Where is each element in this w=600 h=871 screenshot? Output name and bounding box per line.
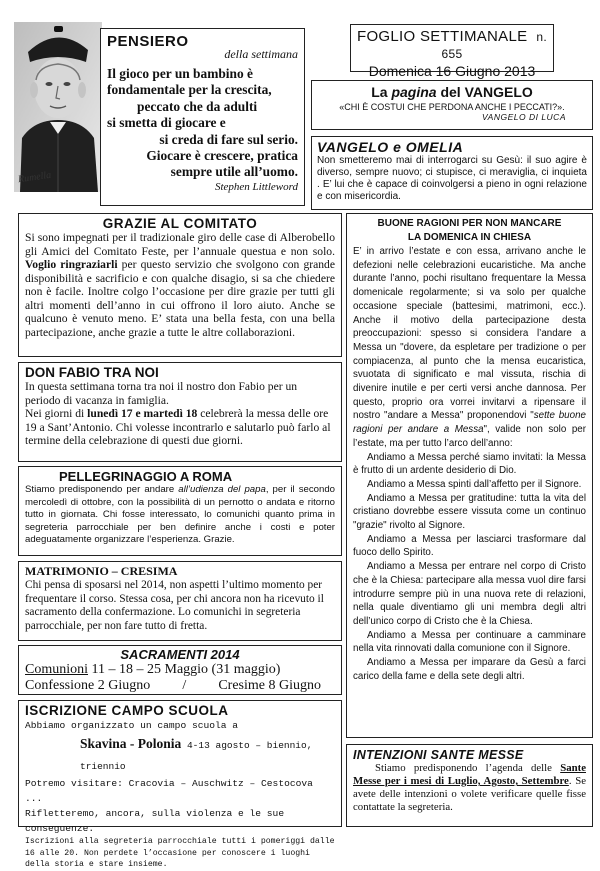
pensiero-line: sempre utile all’uomo. (170, 164, 298, 180)
sacramenti-comunioni (25, 662, 335, 678)
foglio-number: n. 655 (441, 30, 547, 61)
ragioni-reason: Andiamo a Messa per imparare da Gesù a farci carico della fame e della sete degli altri. (353, 657, 586, 682)
vangelo-source: VANGELO DI LUCA (481, 112, 566, 122)
intenzioni-text-underlined: Sante Messe per i mesi di Luglio, Agosto, Settembre (353, 762, 586, 787)
campo-place-name: Skavina - Polonia (80, 736, 182, 751)
ragioni-title-2: LA DOMENICA IN CHIESA (407, 232, 532, 243)
fabio-paragraph-2 (25, 407, 335, 448)
sacramenti-box (18, 645, 342, 695)
pellegrinaggio-text-part: Stiamo predisponendo per andare (25, 484, 179, 495)
intenzioni-text-part: Stiamo predisponendo l’agenda delle (375, 762, 561, 774)
grazie-text-bold: Voglio ringraziarli (25, 258, 118, 271)
foglio-header (350, 24, 554, 79)
confessione-date: Confessione 2 Giugno (25, 677, 151, 693)
ragioni-reason: Andiamo a Messa per entrare nel corpo di Cristo che è la Chiesa: partecipare alla messa vuol dire farsi introdurre sempre più in una nuova rete di relazioni, nella quale diventiamo gli uni membra degli altri dell’unico corpo di Cristo che è la Chiesa. (353, 561, 586, 627)
pensiero-author: Stephen Littleword (214, 180, 298, 193)
campo-place-detail: 4-13 agosto – biennio, triennio (80, 740, 313, 772)
pensiero-line: Giocare è crescere, pratica (146, 148, 298, 164)
grazie-title: GRAZIE AL COMITATO (102, 216, 258, 231)
campo-title: ISCRIZIONE CAMPO SCUOLA (25, 703, 229, 718)
fabio-text-bold: lunedì 17 e martedì 18 (87, 407, 198, 421)
comunioni-label: Comunioni (25, 662, 89, 677)
campo-box (18, 700, 342, 869)
foglio-title: FOGLIO SETTIMANALE (357, 28, 528, 45)
pensiero-box (100, 28, 305, 206)
fabio-title: DON FABIO TRA NOI (25, 365, 159, 380)
grazie-text-part: per questo servizio che svolgono con grande disponibilità e sacrificio e con qualche disagio, si sa che chiedere non è facile. Inoltre colgo l’occasione per dire grazie per tutti gli altri momenti dell’anno in cui offrono il loro aiuto. Anche se qualcuno è venuto meno. E’ stata una bella festa, con una bella partecipazione, anche grazie a tutte le altre collaborazioni. (25, 258, 335, 339)
pensiero-line: si creda di fare sul serio. (159, 131, 298, 147)
ragioni-intro (353, 245, 586, 451)
vangelo-quote: «CHI È COSTUI CHE PERDONA ANCHE I PECCATI?». (339, 102, 565, 112)
pellegrinaggio-text-italic: all’udienza del papa (178, 484, 266, 495)
grazie-text-part: Si sono impegnati per il tradizionale giro delle case di Alberobello gli Amici del Comitato Feste, per l’annuale questua e non solo. (25, 231, 335, 258)
cresime-date: Cresime 8 Giugno (218, 677, 321, 693)
foglio-date: Domenica 16 Giugno 2013 (368, 63, 536, 79)
fabio-text-part: celebrerà la messa delle ore 19 a Sant’Antonio. Chi volesse incontrarlo e salutarlo può farlo al termine della celebrazione di questi due giorni. (25, 407, 331, 448)
pensiero-line: fondamentale per la crescita, (107, 82, 272, 98)
matrimonio-title: MATRIMONIO – CRESIMA (25, 564, 178, 578)
pellegrinaggio-text (25, 484, 335, 547)
comunioni-dates: 11 – 18 – 25 Maggio (31 maggio) (88, 662, 281, 677)
pensiero-line: si smetta di giocare e (107, 115, 226, 131)
pellegrinaggio-title: PELLEGRINAGGIO A ROMA (59, 469, 233, 484)
ragioni-reason: Andiamo a Messa perché siamo invitati: la Messa è frutto di un ardente desiderio di Dio. (353, 451, 586, 477)
vangelo-title-post: del VANGELO (436, 84, 533, 100)
campo-place (25, 734, 335, 776)
omelia-box (311, 136, 593, 210)
vangelo-box (311, 80, 593, 130)
pensiero-title: PENSIERO (107, 33, 189, 50)
fabio-box (18, 362, 342, 462)
intenzioni-text (353, 762, 586, 814)
pensiero-subtitle: della settimana (224, 47, 298, 61)
ragioni-title-1: BUONE RAGIONI PER NON MANCARE (377, 218, 562, 229)
grazie-box (18, 213, 342, 357)
vangelo-title-italic: pagina (391, 84, 437, 100)
ragioni-intro-italic: sette buone ragioni per andare a Messa (353, 410, 586, 436)
grazie-text (25, 231, 335, 339)
ragioni-reason: Andiamo a Messa per lasciarci trasformare dal fuoco dello Spirito. (353, 533, 586, 559)
sacramenti-separator: / (182, 677, 187, 693)
intenzioni-text-part: . Se avete delle intenzioni o volete verificare quelle fisse contattate la segreteria. (353, 775, 586, 813)
ragioni-reason: Andiamo a Messa spinti dall’affetto per il Signore. (367, 478, 582, 490)
ragioni-intro-part: E’ in arrivo l’estate e con essa, arrivano anche le defezioni nelle celebrazioni eucaristiche. Ma anche durante l’anno, pochi risultano frequentare la Messa domenicale regolarmente; si va solo per qualche occasione speciale (battesimi, matrimoni, ecc.). Anche il motivo della partecipazione desta preoccupazioni: spesso si considera l’andare a Messa un "dovere, da espletare per tradizione o per compiacenza, al punto che la mensa eucaristica, svuotata di significato e mal vissuta, rischia di divenire inutile e per certi versi anche dannosa. Per questo, proprio ora vorrei invitarvi a ripensare il nostro "andare a Messa" proponendovi " (353, 246, 586, 422)
intenzioni-title: INTENZIONI SANTE MESSE (353, 748, 524, 762)
sacramenti-row-2 (25, 678, 335, 694)
ragioni-text (353, 245, 586, 684)
pellegrinaggio-box (18, 466, 342, 556)
campo-info: Iscrizioni alla segreteria parrocchiale tutti i pomeriggi dalle 16 alle 20. Non perdete l’occasione per conoscere i luoghi della storia e stare insieme. (25, 837, 335, 869)
pensiero-line: peccato che da adulti (137, 98, 258, 114)
portrait-image (14, 22, 102, 192)
matrimonio-text: Chi pensa di sposarsi nel 2014, non aspetti l’ultimo momento per frequentare il corso. Stessa cosa, per chi ancora non ha ricevuto il sacramento della confermazione. Lo comunichi in segreteria parrocchiale, per non fare tutto di fretta. (25, 579, 324, 632)
omelia-text: Non smetteremo mai di interrogarci su Gesù: il suo agire è diverso, sempre nuovo; ci stupisce, ci meraviglia, ci inquieta . E’ lui che è capace di coinvolgersi a pieno in ogni relazione e con misericordia. (317, 155, 587, 202)
campo-reflect: Rifletteremo, ancora, sulla violenza e le sue conseguenze. (25, 808, 285, 834)
matrimonio-box (18, 561, 342, 641)
campo-visits: Potremo visitare: Cracovia – Auschwitz – Cestocova ... (25, 778, 313, 804)
vangelo-title-pre: La (371, 84, 392, 100)
ragioni-reason: Andiamo a Messa per continuare a camminare nella vita rinnovati dalla comunione con il Signore. (353, 629, 586, 655)
intenzioni-box (346, 744, 593, 827)
omelia-title: VANGELO e OMELIA (317, 139, 464, 155)
priest-portrait (14, 22, 102, 192)
ragioni-box (346, 213, 593, 738)
pellegrinaggio-text-part: , per il secondo mercoledì di ottobre, con la possibilità di un pernotto o andata e ritorno tutto in giornata. Chi fosse interessato, lo comunichi quanto prima in segreteria parrocchiale per ben definire anche i costi e poter adeguatamente organizzare l’esperienza. Grazie. (25, 484, 335, 546)
ragioni-reason: Andiamo a Messa per gratitudine: tutta la vita del cristiano dovrebbe essere vissuta come un continuo "grazie" rivolto al Signore. (353, 492, 586, 532)
fabio-text-part: Nei giorni di (25, 407, 88, 421)
pensiero-line: Il gioco per un bambino è (107, 66, 253, 81)
vangelo-title (312, 84, 592, 100)
sacramenti-title: SACRAMENTI 2014 (120, 647, 240, 662)
fabio-paragraph-1: In questa settimana torna tra noi il nostro don Fabio per un periodo di vacanza in famiglia. (25, 380, 298, 407)
ragioni-intro-part: ", valide non solo per l’estate, ma per tutto l’arco dell’anno: (353, 424, 586, 449)
portrait-signature: Rumella (17, 169, 52, 186)
campo-intro: Abbiamo organizzato un campo scuola a (25, 720, 239, 731)
pensiero-quote (107, 66, 298, 181)
